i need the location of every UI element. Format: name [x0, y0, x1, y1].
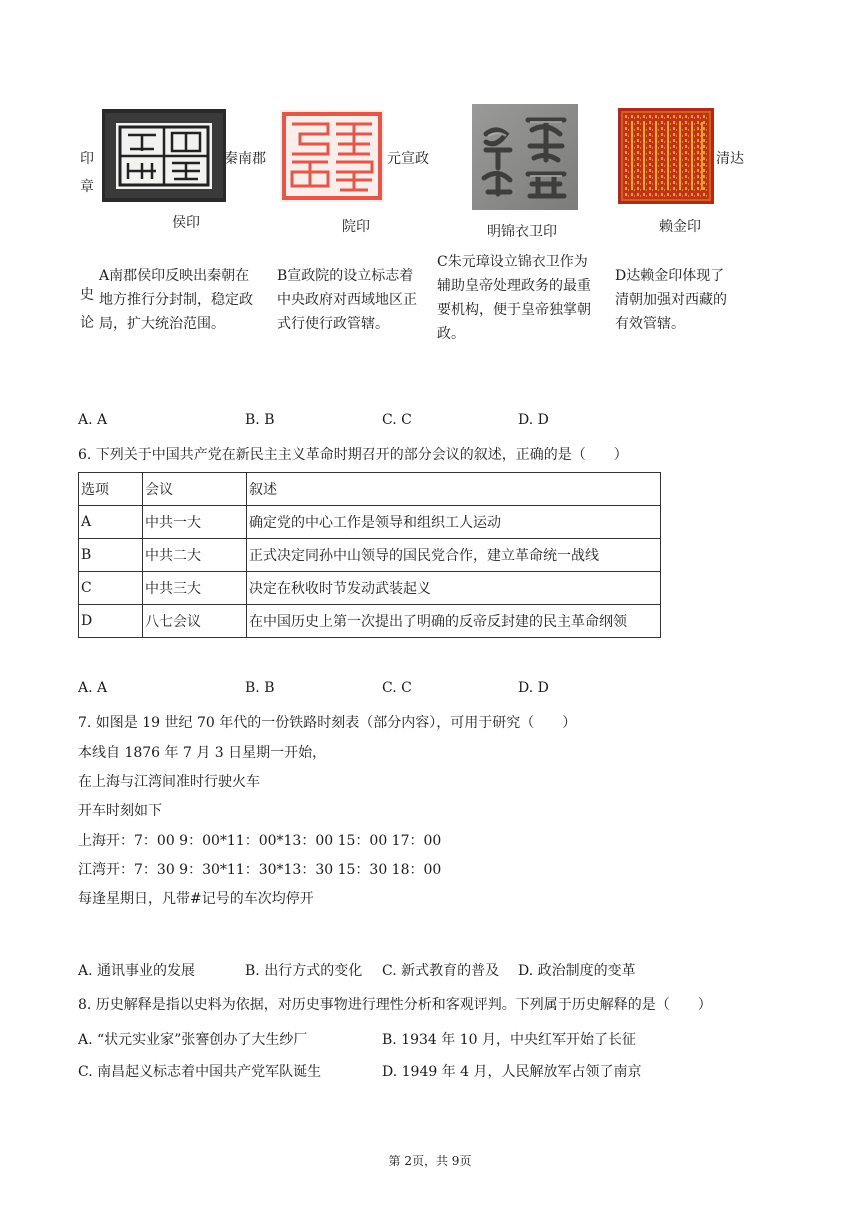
- table-header-cell: 叙述: [247, 473, 661, 506]
- table-cell: 中共一大: [143, 506, 247, 539]
- q8-option-b: B. 1934 年 10 月，中央红军开始了长征: [382, 1032, 636, 1048]
- seal-2-caption-below: 院印: [342, 219, 370, 235]
- row-label-note-1: 史: [80, 287, 94, 303]
- qing-seal-image: [618, 108, 714, 204]
- timetable-line-2: 在上海与江湾间准时行驶火车: [78, 774, 260, 790]
- q6-stem: 6. 下列关于中国共产党在新民主主义革命时期召开的部分会议的叙述，正确的是（ ）: [78, 447, 628, 463]
- table-cell: 在中国历史上第一次提出了明确的反帝反封建的民主革命纲领: [247, 605, 661, 638]
- row-label-seal-1: 印: [80, 151, 94, 167]
- seal-1-caption-right: 秦南郡: [224, 151, 266, 167]
- table-header-cell: 会议: [143, 473, 247, 506]
- table-cell: 正式决定同孙中山领导的国民党合作，建立革命统一战线: [247, 539, 661, 572]
- table-cell: A: [79, 506, 143, 539]
- timetable-line-1: 本线自 1876 年 7 月 3 日星期一开始，: [78, 745, 327, 761]
- timetable-line-6: 每逢星期日，凡带#记号的车次均停开: [78, 891, 314, 907]
- row-label-note-2: 论: [80, 315, 94, 331]
- note-a: A南郡侯印反映出秦朝在 地方推行分封制，稳定政 局，扩大统治范围。: [99, 268, 253, 332]
- yuan-seal-image: [280, 110, 384, 202]
- table-row: [79, 572, 661, 605]
- table-row: [79, 539, 661, 572]
- timetable-line-3: 开车时刻如下: [78, 803, 162, 819]
- q5-option-c: C. C: [382, 412, 412, 428]
- ming-seal-image: [472, 104, 578, 210]
- q5-option-a: A. A: [78, 412, 108, 428]
- q7-option-d: D. 政治制度的变革: [518, 963, 636, 979]
- q8-option-c: C. 南昌起义标志着中国共产党军队诞生: [78, 1064, 322, 1080]
- table-row: [79, 506, 661, 539]
- q7-option-b: B. 出行方式的变化: [245, 963, 363, 979]
- seal-1-caption-below: 侯印: [172, 215, 200, 231]
- note-b: B宣政院的设立标志着 中央政府对西域地区正 式行使行政管辖。: [277, 268, 417, 332]
- timetable-line-4: 上海开：7：00 9：00*11：00*13：00 15：00 17：00: [78, 833, 442, 849]
- q6-table: [78, 472, 661, 638]
- q5-option-b: B. B: [245, 412, 275, 428]
- q8-option-d: D. 1949 年 4 月，人民解放军占领了南京: [382, 1064, 642, 1080]
- row-label-seal-2: 章: [80, 179, 94, 195]
- table-cell: 八七会议: [143, 605, 247, 638]
- seal-4-caption-below: 赖金印: [659, 219, 701, 235]
- table-cell: C: [79, 572, 143, 605]
- q6-option-c: C. C: [382, 680, 412, 696]
- q6-option-a: A. A: [78, 680, 108, 696]
- seal-3-caption-below: 明锦衣卫印: [487, 224, 557, 240]
- seal-4-caption-right: 清达: [716, 151, 744, 167]
- page-footer: 第 2页，共 9页: [388, 1154, 472, 1168]
- timetable-line-5: 江湾开：7：30 9：30*11：30*13：30 15：30 18：00: [78, 862, 442, 878]
- q5-option-d: D. D: [518, 412, 549, 428]
- q6-option-d: D. D: [518, 680, 549, 696]
- q8-stem: 8. 历史解释是指以史料为依据，对历史事物进行理性分析和客观评判。下列属于历史解释的是（ ）: [78, 997, 712, 1013]
- table-cell: 确定党的中心工作是领导和组织工人运动: [247, 506, 661, 539]
- q8-option-a: A. “状元实业家”张謇创办了大生纱厂: [78, 1032, 308, 1048]
- table-header-row: [79, 473, 661, 506]
- seal-2-caption-right: 元宣政: [387, 151, 429, 167]
- q6-option-b: B. B: [245, 680, 275, 696]
- table-row: [79, 605, 661, 638]
- table-cell: D: [79, 605, 143, 638]
- note-d: D达赖金印体现了 清朝加强对西藏的 有效管辖。: [615, 268, 727, 332]
- table-cell: B: [79, 539, 143, 572]
- q7-option-c: C. 新式教育的普及: [382, 963, 500, 979]
- note-c: C朱元璋设立锦衣卫作为 辅助皇帝处理政务的最重 要机构，便于皇帝独掌朝 政。: [437, 254, 591, 342]
- table-cell: 中共三大: [143, 572, 247, 605]
- qin-seal-image: [102, 109, 226, 202]
- table-cell: 决定在秋收时节发动武装起义: [247, 572, 661, 605]
- q7-stem: 7. 如图是 19 世纪 70 年代的一份铁路时刻表（部分内容），可用于研究（ ）: [78, 715, 577, 731]
- table-cell: 中共二大: [143, 539, 247, 572]
- q7-option-a: A. 通讯事业的发展: [78, 963, 196, 979]
- table-header-cell: 选项: [79, 473, 143, 506]
